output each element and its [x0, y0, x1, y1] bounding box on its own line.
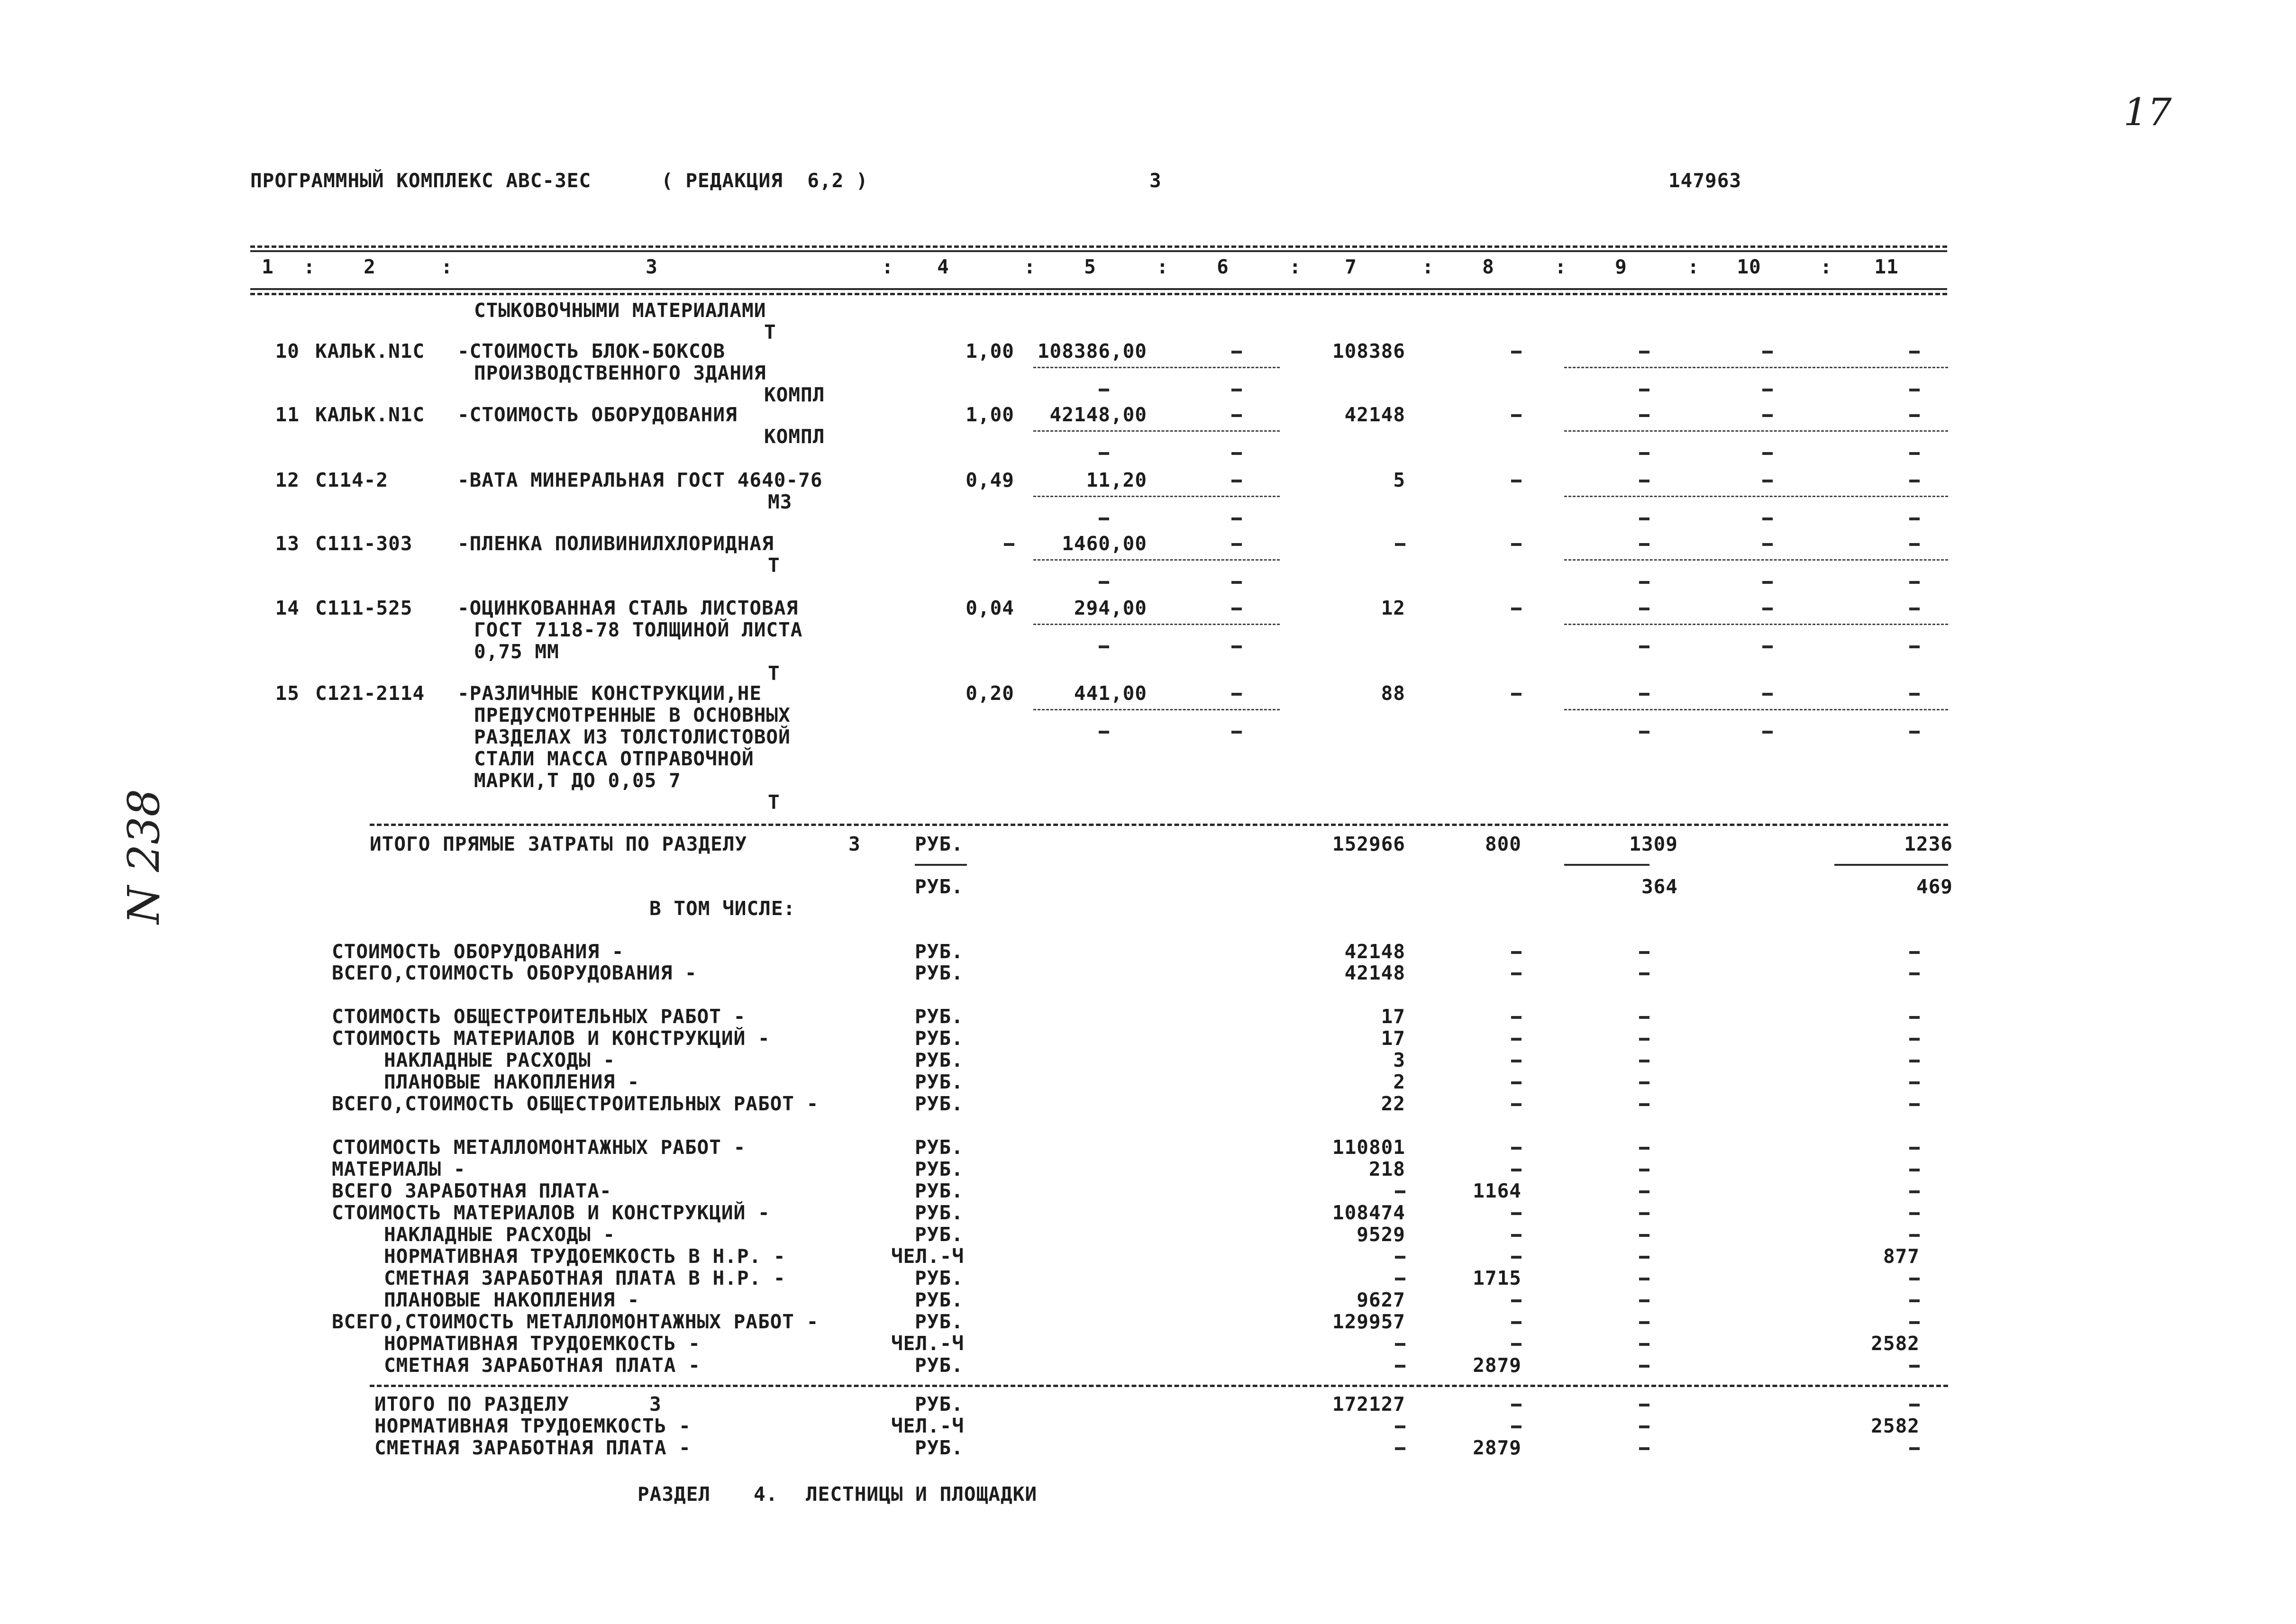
- row-subdash: [1909, 731, 1920, 734]
- row-number: 15: [275, 682, 300, 705]
- row-description: РАЗДЕЛАХ ИЗ ТОЛСТОЛИСТОВОЙ: [474, 726, 791, 748]
- next-section-number: 4.: [754, 1483, 778, 1506]
- summary-col9: [1639, 951, 1649, 954]
- summary-unit: РУБ.: [915, 1354, 964, 1377]
- sheet-number: 3: [1149, 169, 1162, 192]
- row-subdash: [1099, 581, 1109, 584]
- summary-col8: [1511, 1234, 1522, 1237]
- row-col11: [1909, 693, 1920, 696]
- row-col10: [1762, 414, 1773, 417]
- row-col7: [1395, 543, 1405, 546]
- summary-col11: [1909, 1299, 1920, 1302]
- column-number: 3: [646, 255, 658, 278]
- row-quantity: 0,04: [966, 597, 1014, 619]
- summary-label: СТОИМОСТЬ ОБОРУДОВАНИЯ -: [332, 940, 624, 963]
- row-subdash: [1762, 731, 1773, 734]
- summary-col11: [1909, 972, 1920, 975]
- summary-label: НАКЛАДНЫЕ РАСХОДЫ -: [384, 1223, 615, 1246]
- column-number: 4: [937, 255, 949, 278]
- row-subdash: [1231, 517, 1242, 520]
- summary-col7: 129957: [1332, 1310, 1405, 1333]
- summary-unit: РУБ.: [915, 962, 964, 984]
- summary-col9: [1639, 1321, 1649, 1324]
- subtotal-col9: 364: [1641, 875, 1678, 898]
- row-underline: [1564, 496, 1948, 497]
- section-total-col8: [1511, 1425, 1522, 1428]
- row-description: ГОСТ 7118-78 ТОЛЩИНОЙ ЛИСТА: [474, 618, 803, 641]
- row-description: СТАЛИ МАССА ОТПРАВОЧНОЙ: [474, 747, 754, 770]
- row-subdash: [1639, 452, 1649, 455]
- row-subdash: [1231, 452, 1242, 455]
- row-subdash: [1909, 389, 1920, 391]
- row-unit: КОМПЛ: [764, 425, 825, 448]
- summary-col9: [1639, 1278, 1649, 1280]
- row-code: С114-2: [315, 469, 389, 491]
- section-total-col7: [1395, 1425, 1405, 1428]
- row-description: -ВАТА МИНЕРАЛЬНАЯ ГОСТ 4640-76: [457, 469, 823, 491]
- row-subdash: [1639, 389, 1649, 391]
- summary-col7: 22: [1381, 1092, 1405, 1115]
- section-total-unit: ЧЕЛ.-Ч: [891, 1415, 965, 1437]
- summary-col9: [1639, 1038, 1649, 1041]
- summary-unit: РУБ.: [915, 1071, 964, 1093]
- section-total-number: 3: [649, 1393, 662, 1415]
- row-code: С121-2114: [315, 682, 425, 705]
- summary-col7: 3: [1393, 1049, 1405, 1071]
- summary-label: НОРМАТИВНАЯ ТРУДОЕМКОСТЬ -: [384, 1332, 701, 1355]
- summary-col9: [1639, 1016, 1649, 1019]
- summary-col8: [1511, 1169, 1522, 1171]
- row-col9: [1639, 693, 1649, 696]
- row-subdash: [1099, 645, 1109, 648]
- summary-col7: 42148: [1344, 962, 1405, 984]
- row-col10: [1762, 480, 1773, 482]
- row-quantity: 0,49: [966, 469, 1014, 491]
- row-subdash: [1231, 581, 1242, 584]
- row-subdash: [1762, 517, 1773, 520]
- row-price: 1460,00: [1062, 532, 1147, 555]
- summary-unit: ЧЕЛ.-Ч: [891, 1332, 965, 1355]
- row-subdash: [1099, 389, 1109, 391]
- column-number: 9: [1615, 255, 1627, 278]
- row-subdash: [1099, 731, 1109, 734]
- row-price: 441,00: [1074, 682, 1147, 705]
- summary-col7: 108474: [1332, 1201, 1405, 1224]
- section-total-unit: РУБ.: [915, 1393, 964, 1415]
- row-underline: [1033, 367, 1280, 368]
- table-continuation-text: СТЫКОВОЧНЫМИ МАТЕРИАЛАМИ: [474, 299, 766, 322]
- column-separator: :: [1289, 255, 1302, 278]
- summary-col8: 2879: [1473, 1354, 1522, 1377]
- summary-unit: РУБ.: [915, 1288, 964, 1311]
- row-subdash: [1762, 645, 1773, 648]
- summary-unit: РУБ.: [915, 1027, 964, 1050]
- next-section-title: ЛЕСТНИЦЫ И ПЛОЩАДКИ: [806, 1483, 1037, 1506]
- table-continuation-unit: Т: [764, 321, 776, 344]
- summary-col8: [1511, 951, 1522, 954]
- row-unit: М3: [768, 490, 793, 513]
- row-code: КАЛЬК.N1С: [315, 340, 425, 363]
- row-number: 12: [275, 469, 300, 491]
- row-subdash: [1639, 731, 1649, 734]
- row-col11: [1909, 608, 1920, 610]
- row-code: С111-525: [315, 597, 413, 619]
- summary-label: ВСЕГО,СТОИМОСТЬ ОБЩЕСТРОИТЕЛЬНЫХ РАБОТ -: [332, 1092, 819, 1115]
- row-unit: Т: [768, 791, 780, 814]
- summary-label: НОРМАТИВНАЯ ТРУДОЕМКОСТЬ В Н.Р. -: [384, 1245, 786, 1268]
- summary-col11: [1909, 1169, 1920, 1171]
- row-col9: [1639, 608, 1649, 610]
- row-subdash: [1909, 517, 1920, 520]
- direct-total-section: 3: [848, 833, 861, 855]
- summary-col11: 2582: [1871, 1332, 1920, 1355]
- column-separator: :: [1820, 255, 1832, 278]
- section-total-col9: [1639, 1404, 1649, 1406]
- row-unit: КОМПЛ: [764, 383, 825, 406]
- summary-label: ВСЕГО,СТОИМОСТЬ ОБОРУДОВАНИЯ -: [332, 962, 697, 984]
- row-col8: [1511, 351, 1522, 354]
- row-col9: [1639, 543, 1649, 546]
- row-col11: [1909, 351, 1920, 354]
- summary-col7: 17: [1381, 1005, 1405, 1028]
- edition-label: ( РЕДАКЦИЯ 6,2 ): [661, 169, 868, 192]
- summary-unit: РУБ.: [915, 1136, 964, 1159]
- row-col8: [1511, 480, 1522, 482]
- row-quantity: 0,20: [966, 682, 1014, 705]
- column-number: 5: [1084, 255, 1096, 278]
- summary-col11: [1909, 1190, 1920, 1193]
- summary-col9: [1639, 972, 1649, 975]
- column-number: 2: [364, 255, 376, 278]
- summary-label: СМЕТНАЯ ЗАРАБОТНАЯ ПЛАТА В Н.Р. -: [384, 1267, 786, 1289]
- summary-label: ВСЕГО,СТОИМОСТЬ МЕТАЛЛОМОНТАЖНЫХ РАБОТ -: [332, 1310, 819, 1333]
- direct-total-col7: 152966: [1332, 833, 1405, 855]
- summary-col7: 9627: [1357, 1288, 1405, 1311]
- summary-unit: РУБ.: [915, 1310, 964, 1333]
- row-underline: [1033, 430, 1280, 432]
- summary-col8: [1511, 972, 1522, 975]
- summary-unit: РУБ.: [915, 1158, 964, 1180]
- summary-col7: 110801: [1332, 1136, 1405, 1159]
- summary-col7: [1395, 1343, 1405, 1346]
- summary-col8: [1511, 1060, 1522, 1062]
- summary-col9: [1639, 1169, 1649, 1171]
- summary-label: СТОИМОСТЬ МАТЕРИАЛОВ И КОНСТРУКЦИЙ -: [332, 1201, 770, 1224]
- row-price: 294,00: [1074, 597, 1147, 619]
- margin-note: N 238: [118, 789, 169, 924]
- row-col7: 88: [1381, 682, 1405, 705]
- summary-col8: [1511, 1016, 1522, 1019]
- row-unit: Т: [768, 662, 780, 685]
- summary-col9: [1639, 1147, 1649, 1150]
- section-total-unit: РУБ.: [915, 1436, 964, 1459]
- row-underline: [1033, 624, 1280, 625]
- header-top-rule-solid: [250, 250, 1947, 252]
- column-separator: :: [1422, 255, 1434, 278]
- summary-col8: [1511, 1299, 1522, 1302]
- column-separator: :: [303, 255, 316, 278]
- summary-col11: [1909, 951, 1920, 954]
- summary-label: СТОИМОСТЬ МЕТАЛЛОМОНТАЖНЫХ РАБОТ -: [332, 1136, 746, 1159]
- row-subdash: [1909, 645, 1920, 648]
- direct-total-col8: 800: [1485, 833, 1522, 855]
- row-price: 108386,00: [1037, 340, 1147, 363]
- column-number: 10: [1737, 255, 1761, 278]
- row-underline: [1564, 559, 1948, 561]
- section-total-label: СМЕТНАЯ ЗАРАБОТНАЯ ПЛАТА -: [374, 1436, 691, 1459]
- header-bottom-rule: [250, 288, 1947, 290]
- section-total-col11: [1909, 1447, 1920, 1450]
- row-subdash: [1231, 731, 1242, 734]
- summary-col11: 877: [1883, 1245, 1920, 1268]
- row-subdash: [1099, 452, 1109, 455]
- section-total-col8: 2879: [1473, 1436, 1522, 1459]
- page-number: 17: [2123, 90, 2172, 134]
- summary-col9: [1639, 1299, 1649, 1302]
- column-separator: :: [1687, 255, 1700, 278]
- row-col7: 108386: [1332, 340, 1405, 363]
- row-underline: [1564, 709, 1948, 710]
- row-col10: [1762, 608, 1773, 610]
- summary-col7: 42148: [1344, 940, 1405, 963]
- row-unit: Т: [768, 554, 780, 577]
- summary-col8: [1511, 1321, 1522, 1324]
- summary-label: МАТЕРИАЛЫ -: [332, 1158, 466, 1180]
- including-label: В ТОМ ЧИСЛЕ:: [649, 897, 796, 920]
- row-subdash: [1639, 517, 1649, 520]
- column-separator: :: [441, 255, 453, 278]
- row-number: 10: [275, 340, 300, 363]
- column-number: 11: [1874, 255, 1899, 278]
- section-total-col11: 2582: [1871, 1415, 1920, 1437]
- row-quantity: 1,00: [966, 403, 1014, 426]
- summary-col8: [1511, 1147, 1522, 1150]
- summary-col8: [1511, 1081, 1522, 1084]
- program-title: ПРОГРАММНЫЙ КОМПЛЕКС АВС-3ЕС: [250, 169, 592, 192]
- summary-col7: 9529: [1357, 1223, 1405, 1246]
- row-subdash: [1231, 645, 1242, 648]
- direct-total-label: ИТОГО ПРЯМЫЕ ЗАТРАТЫ ПО РАЗДЕЛУ: [370, 833, 747, 855]
- section-total-col7: 172127: [1332, 1393, 1405, 1415]
- row-col9: [1639, 414, 1649, 417]
- row-underline: [1564, 430, 1948, 432]
- column-number: 6: [1217, 255, 1229, 278]
- totals-top-rule: [370, 824, 1948, 826]
- summary-label: НАКЛАДНЫЕ РАСХОДЫ -: [384, 1049, 615, 1071]
- summary-label: СТОИМОСТЬ ОБЩЕСТРОИТЕЛЬНЫХ РАБОТ -: [332, 1005, 746, 1028]
- row-subdash: [1762, 581, 1773, 584]
- section-total-label: ИТОГО ПО РАЗДЕЛУ: [374, 1393, 569, 1415]
- row-col7: 12: [1381, 597, 1405, 619]
- summary-col9: [1639, 1081, 1649, 1084]
- column-number: 8: [1482, 255, 1494, 278]
- next-section-label: РАЗДЕЛ: [638, 1483, 711, 1506]
- row-col11: [1909, 480, 1920, 482]
- row-description: ПРЕДУСМОТРЕННЫЕ В ОСНОВНЫХ: [474, 704, 791, 726]
- row-col11: [1909, 543, 1920, 546]
- column-separator: :: [1024, 255, 1036, 278]
- row-underline: [1564, 624, 1948, 625]
- summary-col11: [1909, 1060, 1920, 1062]
- document-code: 147963: [1668, 169, 1742, 192]
- column-number: 1: [262, 255, 274, 278]
- summary-unit: РУБ.: [915, 1267, 964, 1289]
- row-col10: [1762, 543, 1773, 546]
- row-number: 11: [275, 403, 300, 426]
- row-col11: [1909, 414, 1920, 417]
- row-col6: [1231, 543, 1242, 546]
- summary-col8: [1511, 1103, 1522, 1106]
- column-separator: :: [882, 255, 894, 278]
- summary-col9: [1639, 1212, 1649, 1215]
- summary-col11: [1909, 1016, 1920, 1019]
- row-subdash: [1639, 581, 1649, 584]
- summary-col7: 17: [1381, 1027, 1405, 1050]
- row-col8: [1511, 543, 1522, 546]
- row-col10: [1762, 693, 1773, 696]
- row-subdash: [1639, 645, 1649, 648]
- row-col7: 42148: [1344, 403, 1405, 426]
- row-description: ПРОИЗВОДСТВЕННОГО ЗДАНИЯ: [474, 362, 766, 384]
- column-separator: :: [1157, 255, 1169, 278]
- summary-label: ВСЕГО ЗАРАБОТНАЯ ПЛАТА-: [332, 1179, 612, 1202]
- row-subdash: [1909, 452, 1920, 455]
- summary-unit: РУБ.: [915, 1092, 964, 1115]
- summary-col8: [1511, 1256, 1522, 1259]
- summary-col8: 1164: [1473, 1179, 1522, 1202]
- row-price: 11,20: [1086, 469, 1147, 491]
- row-description: -СТОИМОСТЬ ОБОРУДОВАНИЯ: [457, 403, 738, 426]
- summary-col9: [1639, 1190, 1649, 1193]
- row-underline: [1033, 496, 1280, 497]
- summary-col11: [1909, 1365, 1920, 1368]
- row-description: -ПЛЕНКА ПОЛИВИНИЛХЛОРИДНАЯ: [457, 532, 774, 555]
- summary-col8: [1511, 1038, 1522, 1041]
- header-top-rule: [250, 245, 1947, 248]
- summary-col11: [1909, 1038, 1920, 1041]
- row-description: -ОЦИНКОВАННАЯ СТАЛЬ ЛИСТОВАЯ: [457, 597, 799, 619]
- section-total-label: НОРМАТИВНАЯ ТРУДОЕМКОСТЬ -: [374, 1415, 691, 1437]
- summary-col11: [1909, 1321, 1920, 1324]
- summary-label: СМЕТНАЯ ЗАРАБОТНАЯ ПЛАТА -: [384, 1354, 701, 1377]
- row-underline: [1033, 559, 1280, 561]
- direct-total-unit: РУБ.: [915, 833, 964, 855]
- row-number: 13: [275, 532, 300, 555]
- summary-unit: РУБ.: [915, 1005, 964, 1028]
- row-subdash: [1099, 517, 1109, 520]
- subtotal-rule: [1834, 864, 1948, 866]
- row-description: -СТОИМОСТЬ БЛОК-БОКСОВ: [457, 340, 726, 363]
- row-price: 42148,00: [1049, 403, 1147, 426]
- row-col9: [1639, 351, 1649, 354]
- summary-label: СТОИМОСТЬ МАТЕРИАЛОВ И КОНСТРУКЦИЙ -: [332, 1027, 770, 1050]
- summary-col9: [1639, 1060, 1649, 1062]
- summary-col8: [1511, 1212, 1522, 1215]
- summary-col11: [1909, 1147, 1920, 1150]
- direct-total-col9: 1309: [1629, 833, 1678, 855]
- summary-unit: РУБ.: [915, 1201, 964, 1224]
- summary-unit: ЧЕЛ.-Ч: [891, 1245, 965, 1268]
- header-bottom-rule-dashed: [250, 293, 1947, 295]
- row-underline: [1033, 709, 1280, 710]
- column-number: 7: [1345, 255, 1357, 278]
- summary-unit: РУБ.: [915, 1179, 964, 1202]
- row-description: -РАЗЛИЧНЫЕ КОНСТРУКЦИИ,НЕ: [457, 682, 762, 705]
- subtotal-rule: [915, 864, 967, 866]
- row-col7: 5: [1393, 469, 1405, 491]
- summary-col8: 1715: [1473, 1267, 1522, 1289]
- summary-col8: [1511, 1343, 1522, 1346]
- section-total-rule: [370, 1385, 1948, 1387]
- column-separator: :: [1555, 255, 1567, 278]
- summary-col7: 218: [1368, 1158, 1405, 1180]
- summary-unit: РУБ.: [915, 940, 964, 963]
- summary-col11: [1909, 1081, 1920, 1084]
- row-col10: [1762, 351, 1773, 354]
- row-subdash: [1762, 389, 1773, 391]
- row-description: 0,75 ММ: [474, 640, 559, 663]
- row-subdash: [1231, 389, 1242, 391]
- row-code: С111-303: [315, 532, 413, 555]
- subtotal-unit: РУБ.: [915, 875, 964, 898]
- section-total-col9: [1639, 1447, 1649, 1450]
- summary-col11: [1909, 1234, 1920, 1237]
- summary-label: ПЛАНОВЫЕ НАКОПЛЕНИЯ -: [384, 1071, 640, 1093]
- summary-col7: 2: [1393, 1071, 1405, 1093]
- summary-col9: [1639, 1103, 1649, 1106]
- summary-col9: [1639, 1234, 1649, 1237]
- section-total-col11: [1909, 1404, 1920, 1406]
- row-number: 14: [275, 597, 300, 619]
- row-underline: [1564, 367, 1948, 368]
- row-code: КАЛЬК.N1С: [315, 403, 425, 426]
- section-total-col8: [1511, 1404, 1522, 1406]
- summary-unit: РУБ.: [915, 1049, 964, 1071]
- summary-unit: РУБ.: [915, 1223, 964, 1246]
- row-subdash: [1909, 581, 1920, 584]
- row-quantity: 1,00: [966, 340, 1014, 363]
- summary-col11: [1909, 1212, 1920, 1215]
- row-col8: [1511, 608, 1522, 610]
- direct-total-col11: 1236: [1904, 833, 1953, 855]
- summary-col11: [1909, 1103, 1920, 1106]
- row-subdash: [1762, 452, 1773, 455]
- row-col8: [1511, 693, 1522, 696]
- row-col9: [1639, 480, 1649, 482]
- row-description: МАРКИ,Т ДО 0,05 7: [474, 769, 681, 792]
- summary-col11: [1909, 1278, 1920, 1280]
- subtotal-col11: 469: [1916, 875, 1953, 898]
- summary-col7: [1395, 1256, 1405, 1259]
- summary-label: ПЛАНОВЫЕ НАКОПЛЕНИЯ -: [384, 1288, 640, 1311]
- subtotal-rule: [1564, 864, 1649, 866]
- row-col8: [1511, 414, 1522, 417]
- summary-col9: [1639, 1365, 1649, 1368]
